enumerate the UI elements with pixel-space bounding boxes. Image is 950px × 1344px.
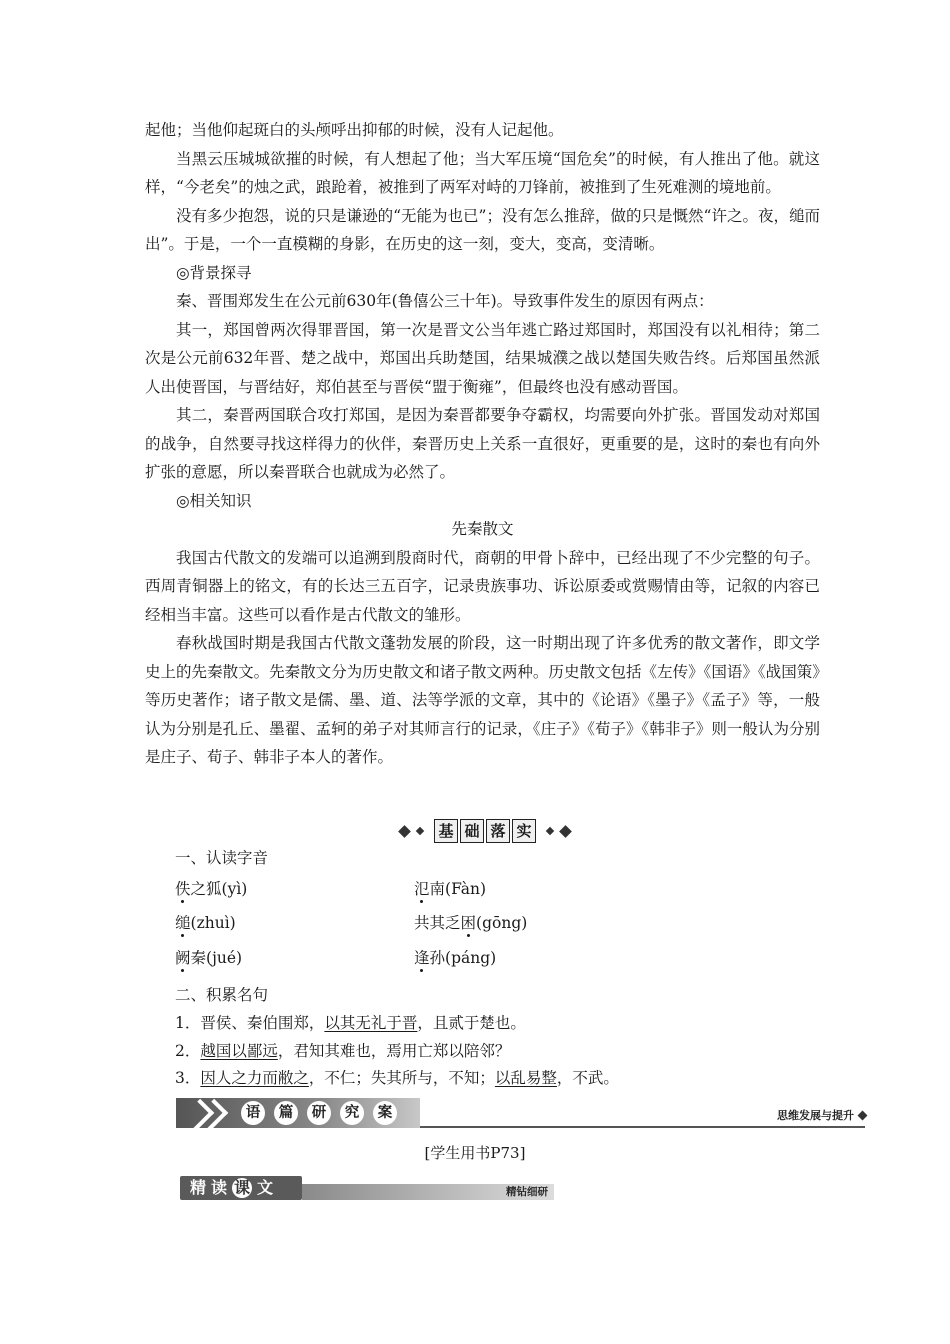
pronunciation-item: 佚之狐(yì) [175, 880, 248, 898]
quote-line-1: 1．晋侯、秦伯围郑，以其无礼于晋，且贰于楚也。 [175, 1014, 526, 1032]
diamond-icon [546, 827, 554, 835]
diamond-icon [559, 825, 572, 838]
pronunciation-item: 氾南(Fàn) [414, 880, 487, 898]
paragraph-5: 其一，郑国曾两次得罪晋国，第一次是晋文公当年逃亡路过郑国时，郑国没有以礼相待；第二次是公元前632年晋、楚之战中，郑国出兵助楚国，结果城濮之战以楚国失败告终。后郑国虽然派人出使晋国，与晋结好，郑伯甚至与晋侯“盟于衡雍”，但最终也没有感动晋国。 [145, 320, 820, 396]
text-body [145, 116, 820, 772]
paragraph-4: 秦、晋围郑发生在公元前630年(鲁僖公三十年)。导致事件发生的原因有两点： [176, 292, 714, 310]
paragraph-2: 当黑云压城城欲摧的时候，有人想起了他；当大军压境“国危矣”的时候，有人推出了他。就这样，“今老矣”的烛之武，踉跄着，被推到了两军对峙的刀锋前，被推到了生死难测的境地前。 [145, 149, 820, 196]
research-header-title: 语 篇 研 究 案 [241, 1101, 406, 1125]
paragraph-6: 其二，秦晋两国联合攻打郑国，是因为秦晋都要争夺霸权，均需要向外扩张。晋国发动对郑国的战争，自然要寻找这样得力的伙伴，秦晋历史上关系一直很好，更重要的是，这时的秦也有向外扩张的意愿，所以秦晋联合也就成为必然了。 [145, 406, 820, 481]
section-background: ◎背景探寻 [176, 263, 252, 282]
paragraph-3: 没有多少抱怨，说的只是谦逊的“无能为也已”；没有怎么推辞，做的只是慨然“许之。夜，缒而出”。于是，一个一直模糊的身影，在历史的这一刻，变大，变高，变清晰。 [145, 206, 820, 253]
pronunciation-item: 逢孙(páng) [414, 949, 497, 967]
paragraph-7: 我国古代散文的发端可以追溯到殷商时代，商朝的甲骨卜辞中，已经出现了不少完整的句子。西周青铜器上的铭文，有的长达三五百字，记录贵族事功、诉讼原委或赏赐情由等，记叙的内容已经相当丰富。这些可以看作是古代散文的雏形。 [145, 548, 820, 624]
paragraph-1: 起他；当他仰起斑白的头颅呼出抑郁的时候，没有人记起他。 [145, 121, 564, 139]
pronunciation-item: 共其乏困(gōng) [414, 914, 528, 932]
reference-note: [学生用书P73] [424, 1144, 526, 1162]
quote-line-2: 2．越国以鄙远，君知其难也，焉用亡郑以陪邻？ [175, 1042, 511, 1060]
diamond-icon [398, 825, 411, 838]
research-header [176, 1098, 868, 1132]
diamond-icon [416, 827, 424, 835]
close-reading-subtitle: 精钻细研 [506, 1186, 548, 1198]
section1-title: 一、认读字音 [175, 849, 269, 867]
banner-title: 基 础 落 实 [433, 819, 537, 843]
close-reading-header [180, 1176, 558, 1202]
section2-title: 二、积累名句 [175, 986, 269, 1004]
research-header-subtitle: 思维发展与提升 [777, 1109, 854, 1122]
close-reading-title: 精读 课 文 [190, 1178, 279, 1197]
subsection-title: 先秦散文 [451, 520, 514, 538]
quote-line-3: 3．因人之力而敝之，不仁；失其所与，不知；以乱易整，不武。 [175, 1069, 619, 1087]
basics-banner [396, 818, 574, 844]
diamond-icon [858, 1111, 868, 1121]
section-related: ◎相关知识 [176, 491, 252, 510]
pronunciation-item: 阙秦(jué) [175, 949, 243, 967]
pronunciation-item: 缒(zhuì) [175, 914, 236, 932]
paragraph-8: 春秋战国时期是我国古代散文蓬勃发展的阶段，这一时期出现了许多优秀的散文著作，即文学史上的先秦散文。先秦散文分为历史散文和诸子散文两种。历史散文包括《左传》《国语》《战国策》等历史著作；诸子散文是儒、墨、道、法等学派的文章，其中的《论语》《墨子》《孟子》等，一般认为分别是孔丘、墨翟、孟轲的弟子对其师言行的记录，《庄子》《荀子》《韩非子》则一般认为分别是庄子、荀子、韩非子本人的著作。 [145, 634, 820, 766]
